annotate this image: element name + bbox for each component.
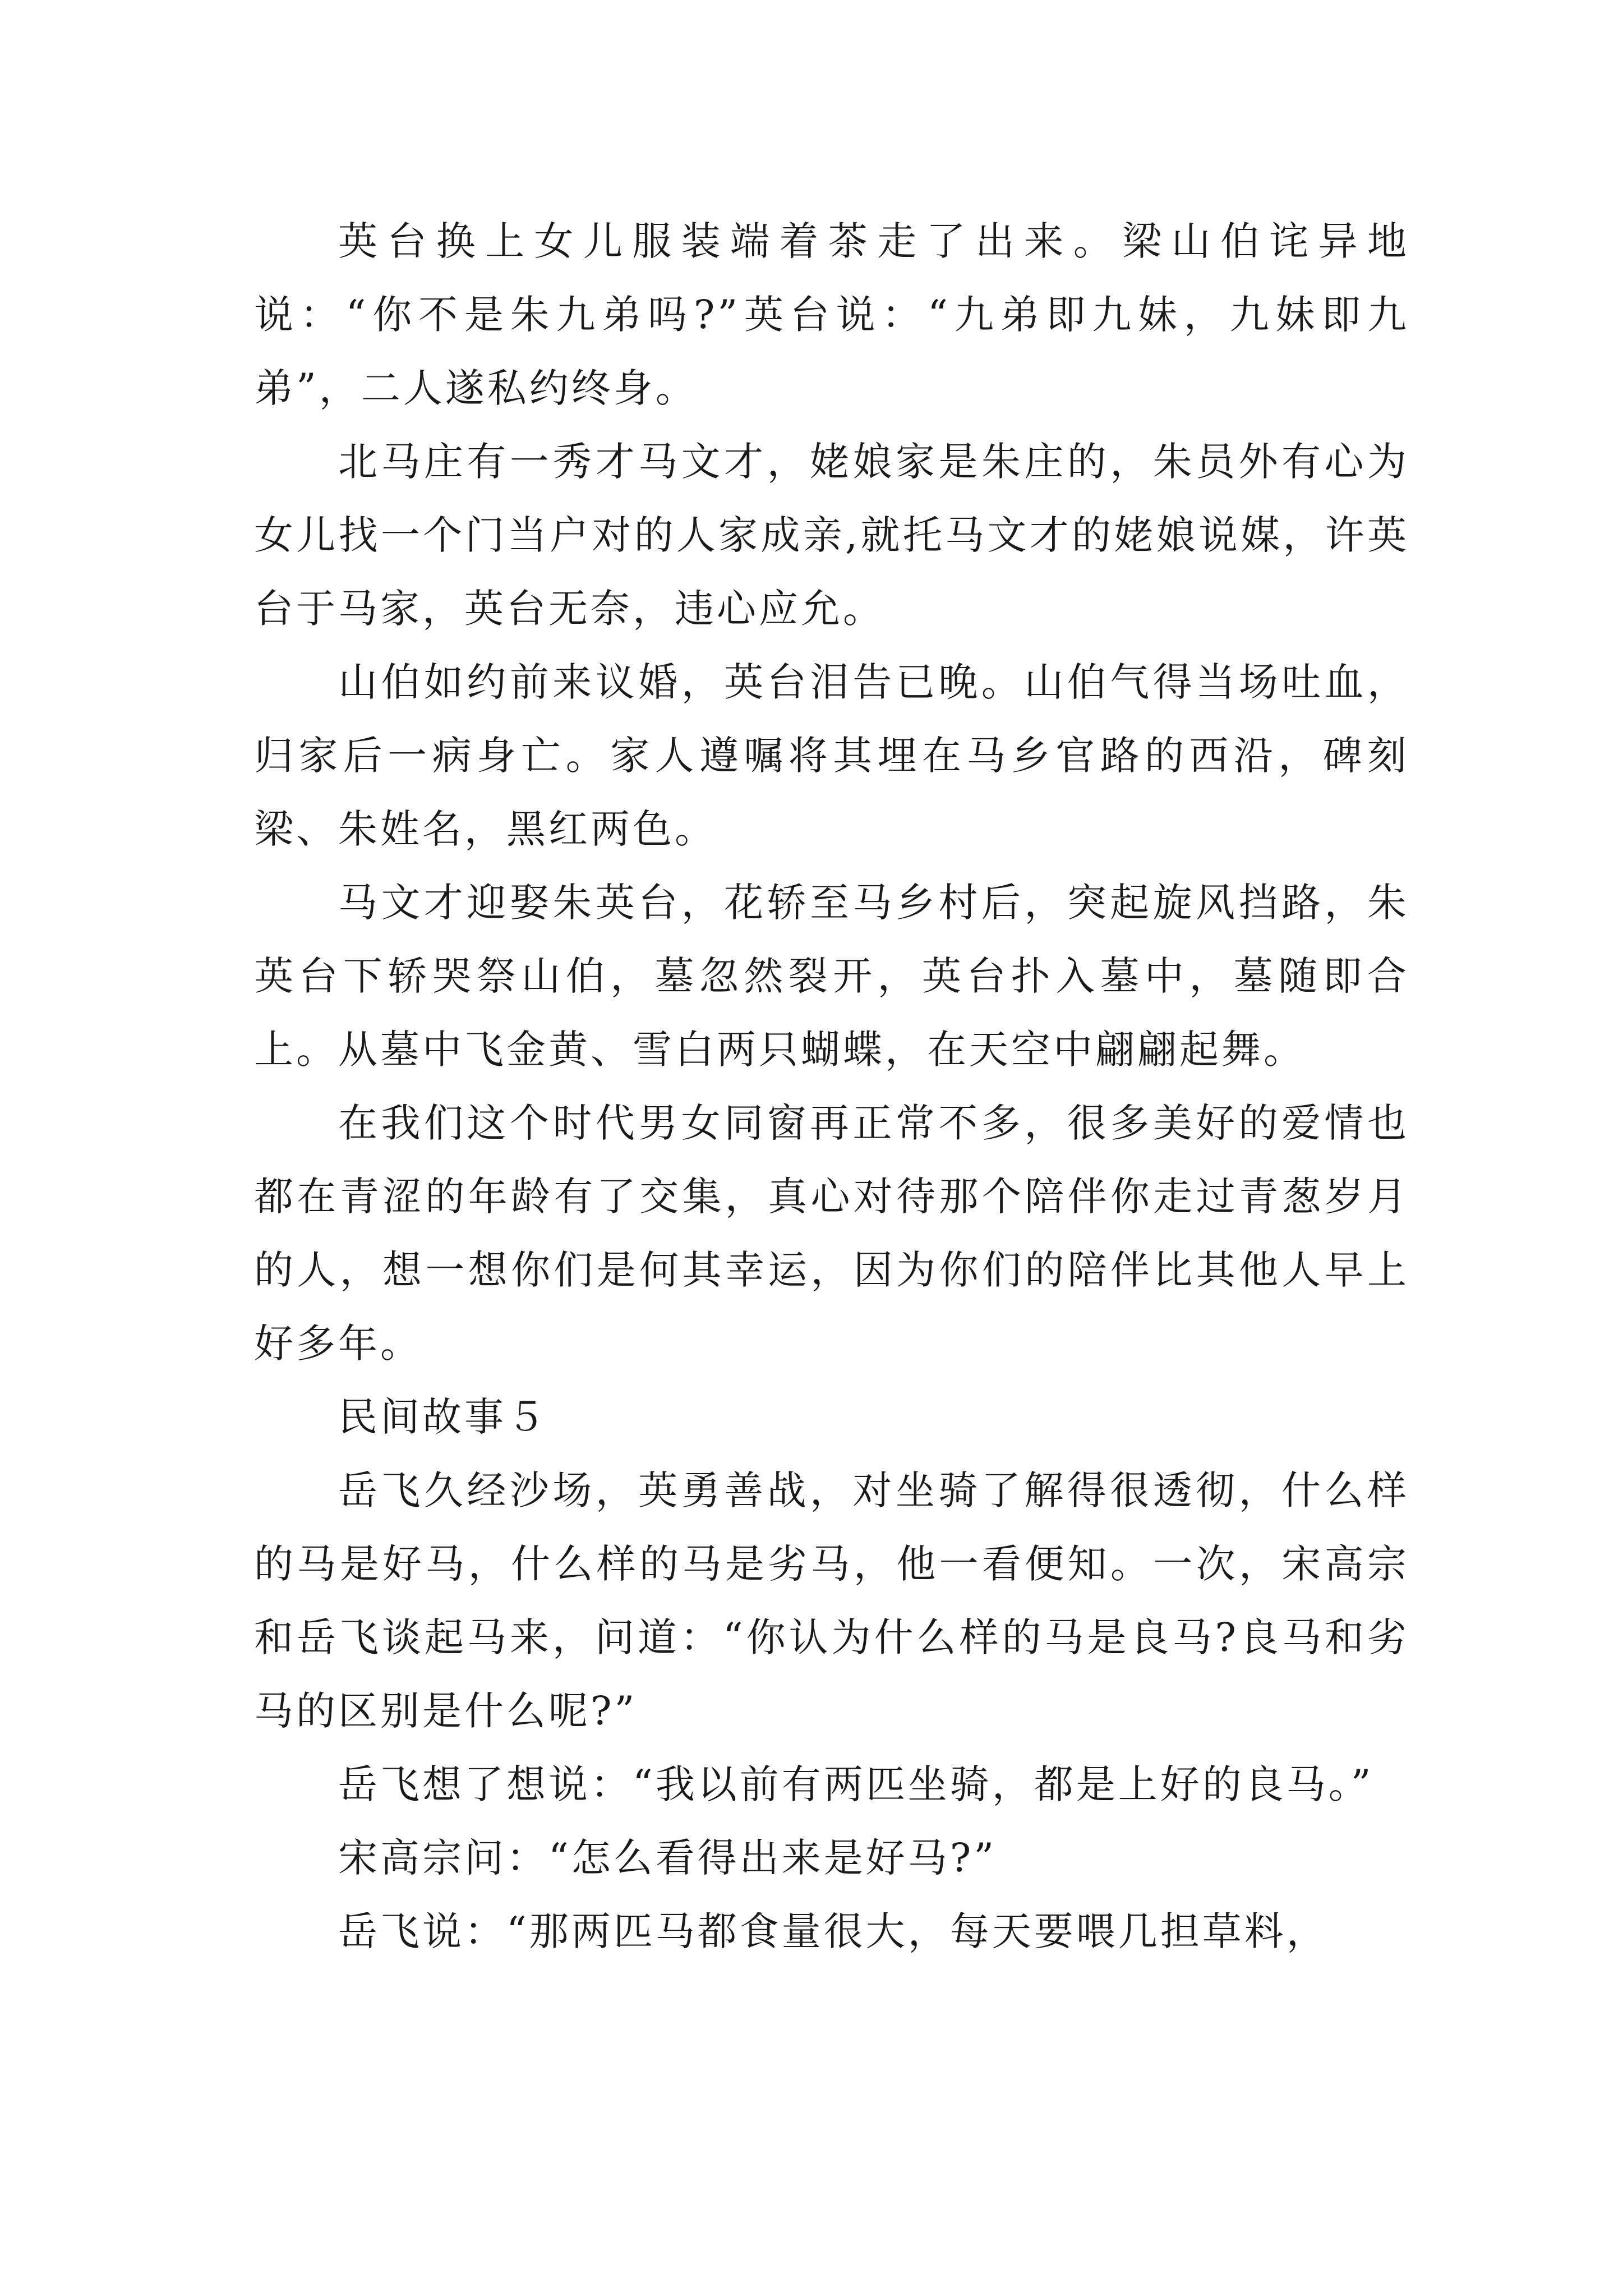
- paragraph: 在我们这个时代男女同窗再正常不多，很多美好的爱情也都在青涩的年龄有了交集，真心对待那个陪伴你走过青葱岁月的人，想一想你们是何其幸运，因为你们的陪伴比其他人早上好多年。: [254, 1100, 1409, 1366]
- paragraph: 马文才迎娶朱英台，花轿至马乡村后，突起旋风挡路，朱英台下轿哭祭山伯，墓忽然裂开，英台扑入墓中，墓随即合上。从墓中飞金黄、雪白两只蝴蝶，在天空中翩翩起舞。: [254, 880, 1409, 1073]
- paragraph: 岳飞说：“那两匹马都食量很大，每天要喂几担草料，: [338, 1908, 1329, 1954]
- paragraph: 山伯如约前来议婚，英台泪告已晚。山伯气得当场吐血，归家后一病身亡。家人遵嘱将其埋在马乡官路的西沿，碑刻梁、朱姓名，黑红两色。: [254, 659, 1409, 852]
- paragraph: 英台换上女儿服装端着茶走了出来。梁山伯诧异地说：“你不是朱九弟吗?”英台说：“九弟即九妹，九妹即九弟”，二人遂私约终身。: [254, 218, 1409, 411]
- paragraph: 宋高宗问：“怎么看得出来是好马?”: [338, 1835, 997, 1881]
- paragraph: 岳飞久经沙场，英勇善战，对坐骑了解得很透彻，什么样的马是好马，什么样的马是劣马，他一看便知。一次，宋高宗和岳飞谈起马来，问道：“你认为什么样的马是良马?良马和劣马的区别是什么呢?”: [254, 1467, 1409, 1734]
- section-title: 民间故事５: [338, 1394, 548, 1440]
- body-text: [254, 205, 1409, 1968]
- paragraph: 北马庄有一秀才马文才，姥娘家是朱庄的，朱员外有心为女儿找一个门当户对的人家成亲,就托马文才的姥娘说媒，许英台于马家，英台无奈，违心应允。: [254, 439, 1409, 632]
- paragraph: 岳飞想了想说：“我以前有两匹坐骑，都是上好的良马。”: [338, 1761, 1374, 1807]
